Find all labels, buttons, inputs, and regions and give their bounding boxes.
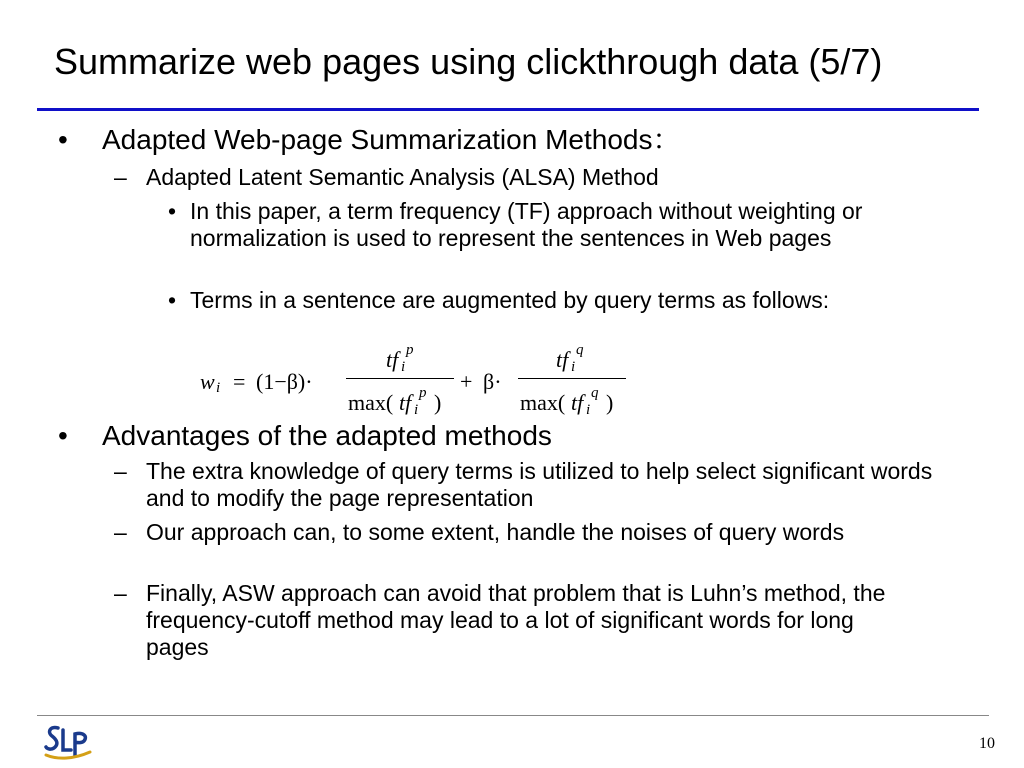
sub-sub-bullet-text: Terms in a sentence are augmented by query terms as follows: <box>190 287 830 313</box>
formula-den1-tf: tf <box>399 390 412 415</box>
formula-equals: = <box>233 369 246 394</box>
bullet-marker: • <box>168 287 177 313</box>
formula-num1-tf: tf <box>386 347 399 372</box>
bullet-marker: • <box>168 198 177 224</box>
fraction-bar-2 <box>518 378 626 379</box>
formula-den1-sub: i <box>414 402 419 418</box>
dash-marker: – <box>114 458 127 484</box>
formula-coef2: β· <box>483 369 502 394</box>
bullet-text: Adapted Web-page Summarization Methods： <box>102 124 681 155</box>
sub-sub-bullet-text: In this paper, a term frequency (TF) approach without weighting or normalization is used to represent the sentences in Web pages <box>190 198 863 251</box>
slide-title: Summarize web pages using clickthrough data (5/7) <box>54 41 883 82</box>
dash-marker: – <box>114 164 127 190</box>
formula-num2-sub: i <box>571 359 576 375</box>
footer-divider <box>37 715 989 716</box>
fraction-bar-1 <box>346 378 454 379</box>
formula-lhs-sub: i <box>216 380 221 396</box>
title-divider <box>37 108 979 111</box>
sub-bullet-text: The extra knowledge of query terms is utilized to help select significant words and to modify the page representation <box>146 458 933 511</box>
formula-den1-close: ) <box>434 390 442 415</box>
formula-num2-sup: q <box>576 342 584 358</box>
formula-plus: + <box>460 369 473 394</box>
page-number: 10 <box>979 735 995 752</box>
formula-den2-max: max( <box>520 390 566 415</box>
logo-swoosh <box>46 752 90 758</box>
formula-num1-sub: i <box>401 359 406 375</box>
formula-den2-close: ) <box>606 390 614 415</box>
sub-bullet-text: Our approach can, to some extent, handle the noises of query words <box>146 519 845 545</box>
formula-den2-sub: i <box>586 402 591 418</box>
weight-formula <box>200 342 640 422</box>
formula-den1-sup: p <box>419 385 427 401</box>
formula-den1-max: max( <box>348 390 394 415</box>
formula-den2-tf: tf <box>571 390 584 415</box>
sub-bullet-text: Adapted Latent Semantic Analysis (ALSA) Method <box>146 164 659 190</box>
bullet-text: Advantages of the adapted methods <box>102 420 552 451</box>
bullet-marker: • <box>58 124 68 155</box>
dash-marker: – <box>114 580 127 606</box>
formula-num1-sup: p <box>406 342 414 358</box>
formula-den2-sup: q <box>591 385 599 401</box>
dash-marker: – <box>114 519 127 545</box>
bullet-marker: • <box>58 420 68 451</box>
logo-s-glyph <box>46 728 58 749</box>
formula-coef1: (1−β)· <box>256 369 313 394</box>
logo-p-glyph <box>75 733 85 756</box>
slp-logo <box>44 722 92 762</box>
formula-num2-tf: tf <box>556 347 569 372</box>
logo-l-glyph <box>63 730 71 750</box>
sub-bullet-text: Finally, ASW approach can avoid that problem that is Luhn’s method, the frequency-cutoff method may lead to a lot of significant words for long pages <box>146 580 886 660</box>
formula-lhs: w <box>200 369 215 394</box>
